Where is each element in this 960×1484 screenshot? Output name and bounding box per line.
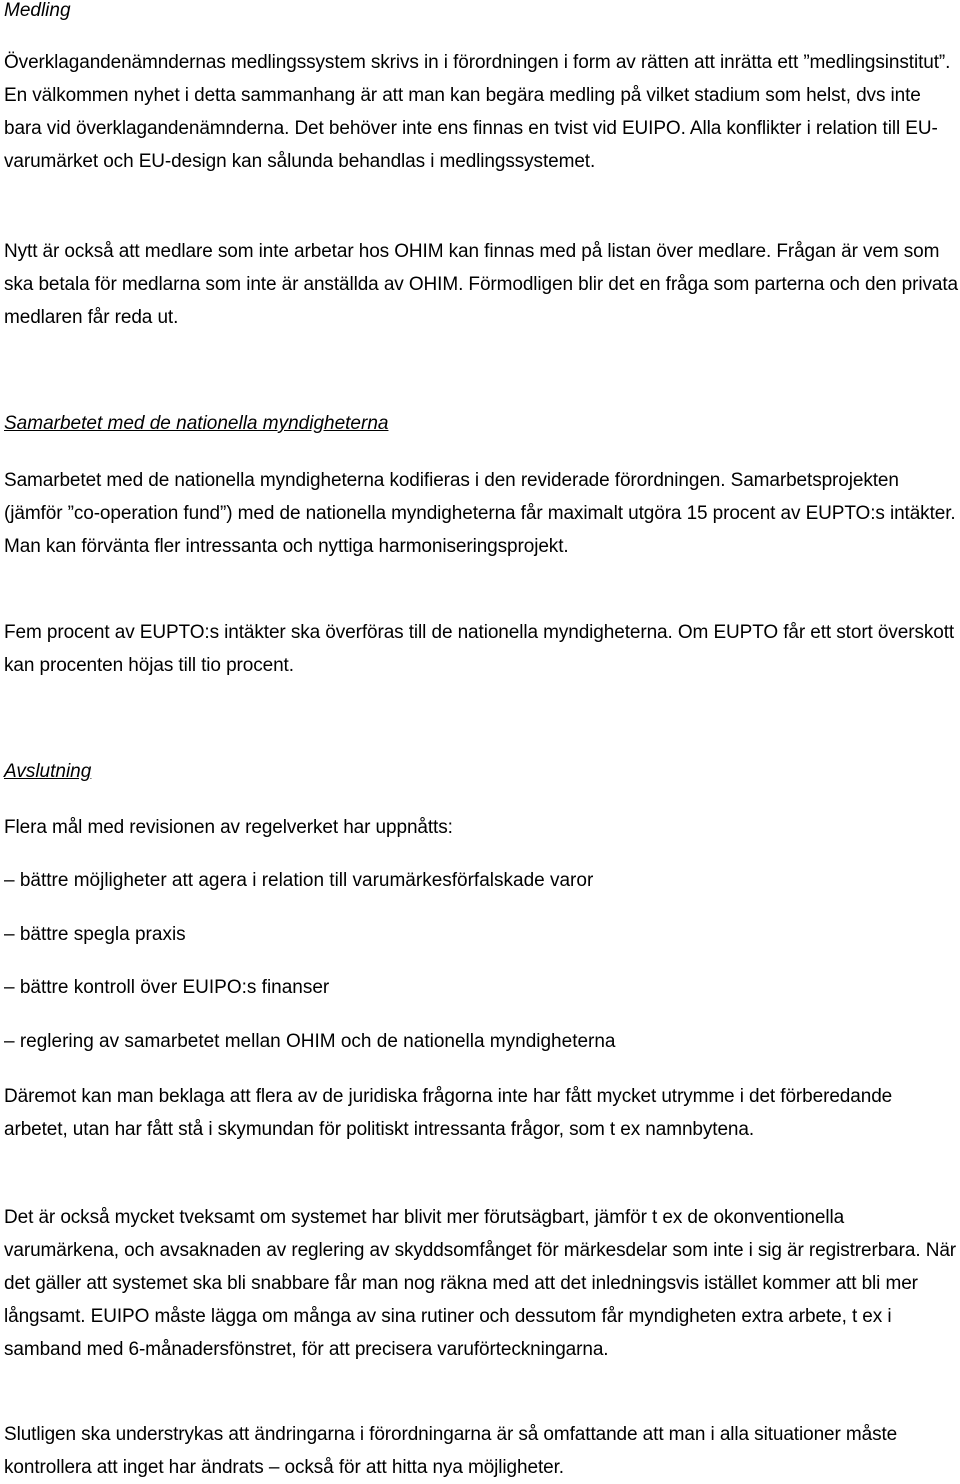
- list-item: – reglering av samarbetet mellan OHIM och de nationella myndigheterna: [4, 1031, 616, 1052]
- section-medling: [4, 0, 958, 22]
- paragraph-avslutning-1: Däremot kan man beklaga att flera av de juridiska frågorna inte har fått mycket utrymme i det förberedande arbetet, utan har fått stå i skymundan för politiskt intressanta frågor, som t ex namnbytena.: [4, 1086, 893, 1140]
- paragraph-samarbete-2-wrap: [4, 616, 958, 682]
- paragraph-avslutning-3: Slutligen ska understrykas att ändringarna i förordningarna är så omfattande att man i alla situationer måste kontrollera att inget har ändrats – också för att hitta nya möjligheter.: [4, 1424, 898, 1478]
- avslutning-intro-wrap: [4, 811, 958, 844]
- section-heading-medling: Medling: [4, 0, 71, 21]
- section-samarbete: [4, 413, 958, 435]
- list-item: – bättre kontroll över EUIPO:s finanser: [4, 977, 330, 998]
- paragraph-medling-1: Överklagandenämndernas medlingssystem skrivs in i förordningen i form av rätten att inrätta ett ”medlingsinstitut”. En välkommen nyhet i detta sammanhang är att man kan begära medling på vilket stadium som helst, dvs inte bara vid överklagandenämnderna. Det behöver inte ens finnas en tvist vid EUIPO. Alla konflikter i relation till EU-varumärket och EU-design kan sålunda behandlas i medlingssystemet.: [4, 52, 951, 172]
- paragraph-medling-1-wrap: [4, 46, 958, 178]
- paragraph-medling-2: Nytt är också att medlare som inte arbetar hos OHIM kan finnas med på listan över medlare. Frågan är vem som ska betala för medlarna som inte är anställda av OHIM. Förmodligen blir det en fråga som parterna och den privata medlaren får reda ut.: [4, 241, 958, 328]
- section-heading-samarbete: Samarbetet med de nationella myndigheterna: [4, 413, 389, 434]
- paragraph-samarbete-1: Samarbetet med de nationella myndigheterna kodifieras i den reviderade förordningen. Samarbetsprojekten (jämför ”co-operation fund”) med de nationella myndigheterna får maximalt utgöra 15 procent av EUPTO:s intäkter. Man kan förvänta fler intressanta och nyttiga harmoniseringsprojekt.: [4, 470, 956, 557]
- list-item: – bättre möjligheter att agera i relation till varumärkesförfalskade varor: [4, 870, 594, 891]
- bullet-3-wrap: [4, 971, 958, 1004]
- paragraph-samarbete-2: Fem procent av EUPTO:s intäkter ska överföras till de nationella myndigheterna. Om EUPTO får ett stort överskott kan procenten höjas till tio procent.: [4, 622, 955, 676]
- bullet-2-wrap: [4, 918, 958, 951]
- section-avslutning: [4, 761, 958, 783]
- bullet-4-wrap: [4, 1025, 958, 1058]
- list-item: – bättre spegla praxis: [4, 924, 186, 945]
- paragraph-avslutning-2: Det är också mycket tveksamt om systemet har blivit mer förutsägbart, jämför t ex de okonventionella varumärkena, och avsaknaden av reglering av skyddsomfånget för märkesdelar som inte i sig är registrerbara. När det gäller att systemet ska bli snabbare får man nog räkna med att det inledningsvis istället kommer att bli mer långsamt. EUIPO måste lägga om många av sina rutiner och dessutom får myndigheten extra arbete, t ex i samband med 6-månadersfönstret, för att precisera varuförteckningarna.: [4, 1207, 957, 1360]
- section-heading-avslutning: Avslutning: [4, 761, 92, 782]
- paragraph-avslutning-2-wrap: [4, 1201, 958, 1366]
- paragraph-avslutning-1-wrap: [4, 1080, 958, 1146]
- paragraph-avslutning-3-wrap: [4, 1418, 958, 1484]
- avslutning-intro: Flera mål med revisionen av regelverket har uppnåtts:: [4, 817, 453, 838]
- bullet-1-wrap: [4, 864, 958, 897]
- paragraph-medling-2-wrap: [4, 235, 958, 334]
- paragraph-samarbete-1-wrap: [4, 464, 958, 563]
